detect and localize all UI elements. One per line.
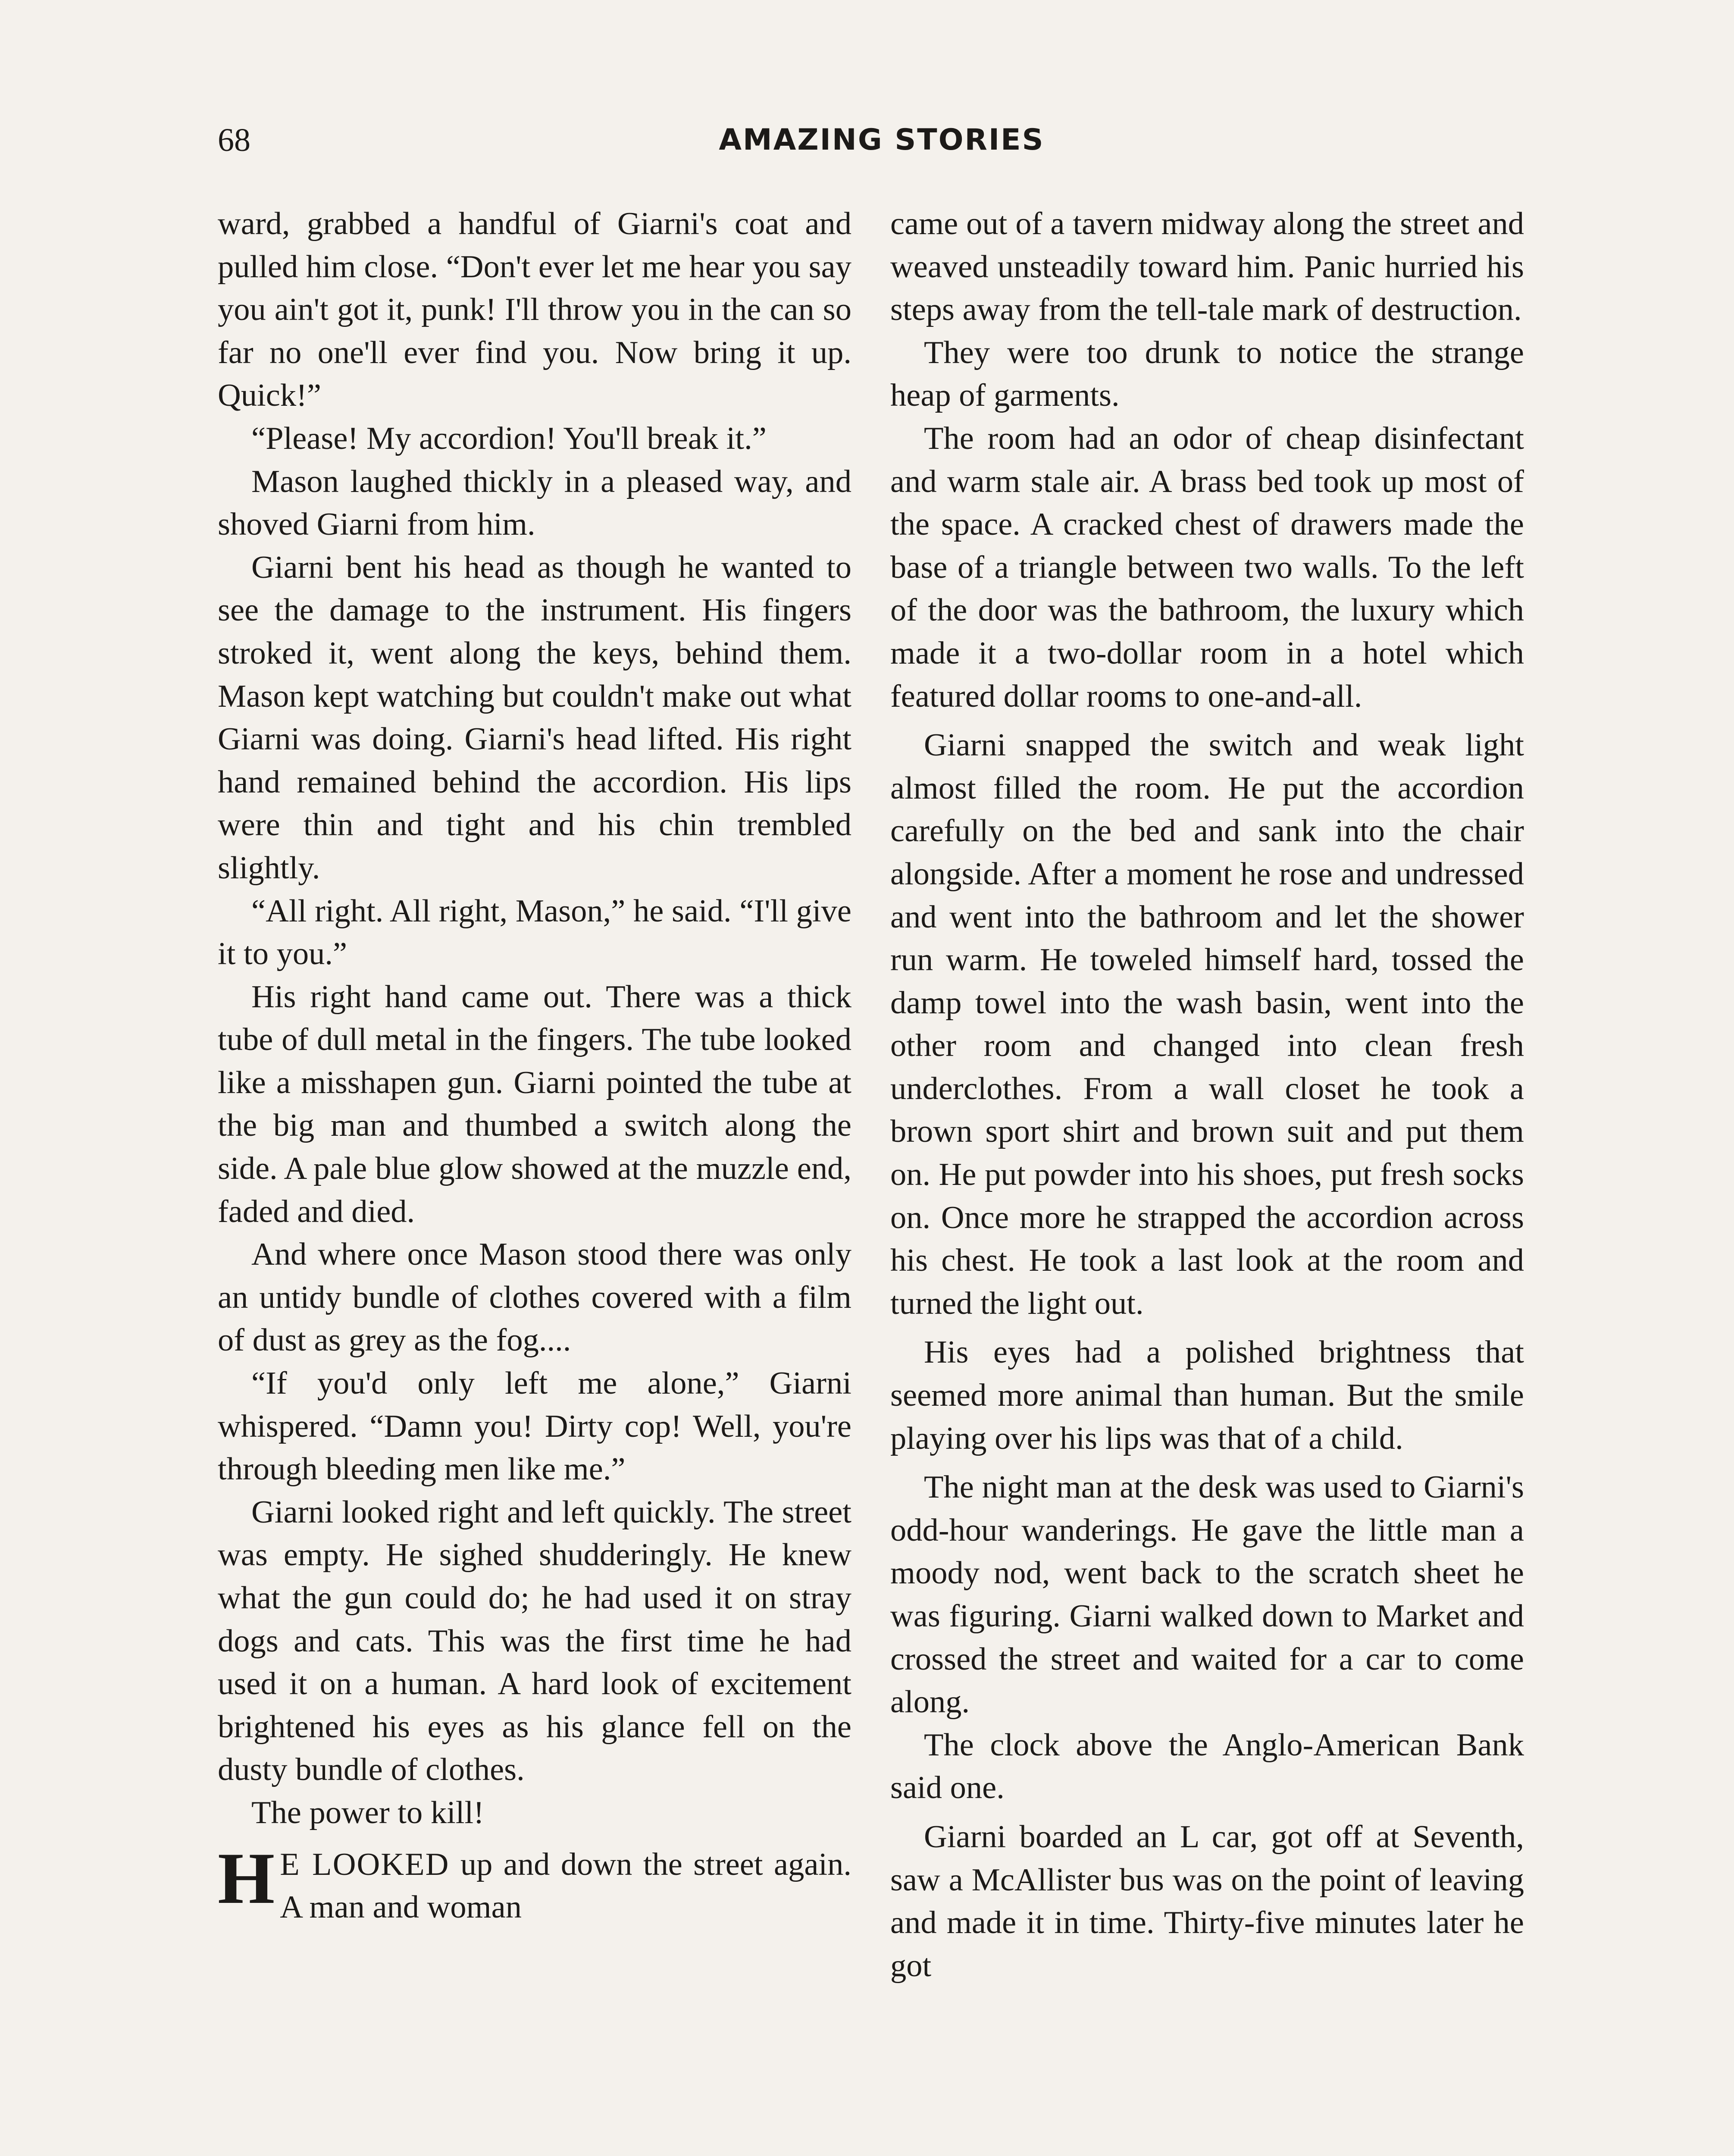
paragraph: His right hand came out. There was a thick tube of dull metal in the fingers. The tube looked like a misshapen gun. Giarni pointed the tube at the big man and thumbed a switch along the side. A pale blue glow showed at the muzzle end, faded and died. <box>218 979 851 1229</box>
paragraph: The power to kill! <box>251 1795 484 1830</box>
paragraph: They were too drunk to notice the strange heap of garments. <box>890 335 1524 414</box>
right-column <box>890 203 1524 1987</box>
section-opening-text: up and down the street again. A man and woman <box>280 1846 852 1925</box>
paragraph: “Please! My accordion! You'll break it.” <box>251 420 767 456</box>
section-lead-in: E LOOKED <box>280 1846 450 1882</box>
page-number: 68 <box>218 122 250 158</box>
magazine-title: AMAZING STORIES <box>719 123 1045 157</box>
paragraph: His eyes had a polished brightness that seemed more animal than human. But the smile playing over his lips was that of a child. <box>890 1335 1524 1456</box>
paragraph: “If you'd only left me alone,” Giarni whispered. “Damn you! Dirty cop! Well, you're through bleeding men like me.” <box>218 1366 851 1487</box>
paragraph: ward, grabbed a handful of Giarni's coat and pulled him close. “Don't ever let me hear you say you ain't got it, punk! I'll throw you in the can so far no one'll ever find you. Now bring it up. Quick!” <box>218 206 851 414</box>
paragraph: came out of a tavern midway along the street and weaved unsteadily toward him. Panic hurried his steps away from the tell-tale mark of destruction. <box>890 206 1524 328</box>
paragraph: Giarni boarded an L car, got off at Seventh, saw a McAllister bus was on the point of leaving and made it in time. Thirty-five minutes later he got <box>890 1819 1524 1984</box>
paragraph: Giarni bent his head as though he wanted to see the damage to the instrument. His fingers stroked it, went along the keys, behind them. Mason kept watching but couldn't make out what Giarni was doing. Giarni's head lifted. His right hand remained behind the accordion. His lips were thin and tight and his chin trembled slightly. <box>218 549 851 886</box>
paragraph: Mason laughed thickly in a pleased way, and shoved Giarni from him. <box>218 464 851 542</box>
paragraph: The clock above the Anglo-American Bank said one. <box>890 1727 1524 1806</box>
paragraph: “All right. All right, Mason,” he said. “I'll give it to you.” <box>218 893 851 972</box>
paragraph: Giarni looked right and left quickly. The street was empty. He sighed shudderingly. He knew what the gun could do; he had used it on stray dogs and cats. This was the first time he had used it on a human. A hard look of excitement brightened his eyes as his glance fell on the dusty bundle of clothes. <box>218 1494 851 1788</box>
paragraph: Giarni snapped the switch and weak light almost filled the room. He put the accordion carefully on the bed and sank into the chair alongside. After a moment he rose and undressed and went into the bathroom and let the shower run warm. He toweled himself hard, tossed the damp towel into the wash basin, went into the other room and changed into clean fresh underclothes. From a wall closet he took a brown sport shirt and brown suit and put them on. He put powder into his shoes, put fresh socks on. Once more he strapped the accordion across his chest. He took a last look at the room and turned the light out. <box>890 727 1524 1321</box>
left-column <box>218 203 851 1929</box>
paragraph: The room had an odor of cheap disinfectant and warm stale air. A brass bed took up most of the space. A cracked chest of drawers made the base of a triangle between two walls. To the left of the door was the bathroom, the luxury which made it a two-dollar room in a hotel which featured dollar rooms to one-and-all. <box>890 420 1524 714</box>
paragraph: And where once Mason stood there was only an untidy bundle of clothes covered with a film of dust as grey as the fog.... <box>218 1237 851 1358</box>
drop-cap: H <box>218 1837 275 1919</box>
running-header <box>218 116 1546 164</box>
paragraph: The night man at the desk was used to Giarni's odd-hour wanderings. He gave the little man a moody nod, went back to the scratch sheet he was figuring. Giarni walked down to Market and crossed the street and waited for a car to come along. <box>890 1470 1524 1720</box>
section-opening-paragraph <box>218 1837 852 1929</box>
